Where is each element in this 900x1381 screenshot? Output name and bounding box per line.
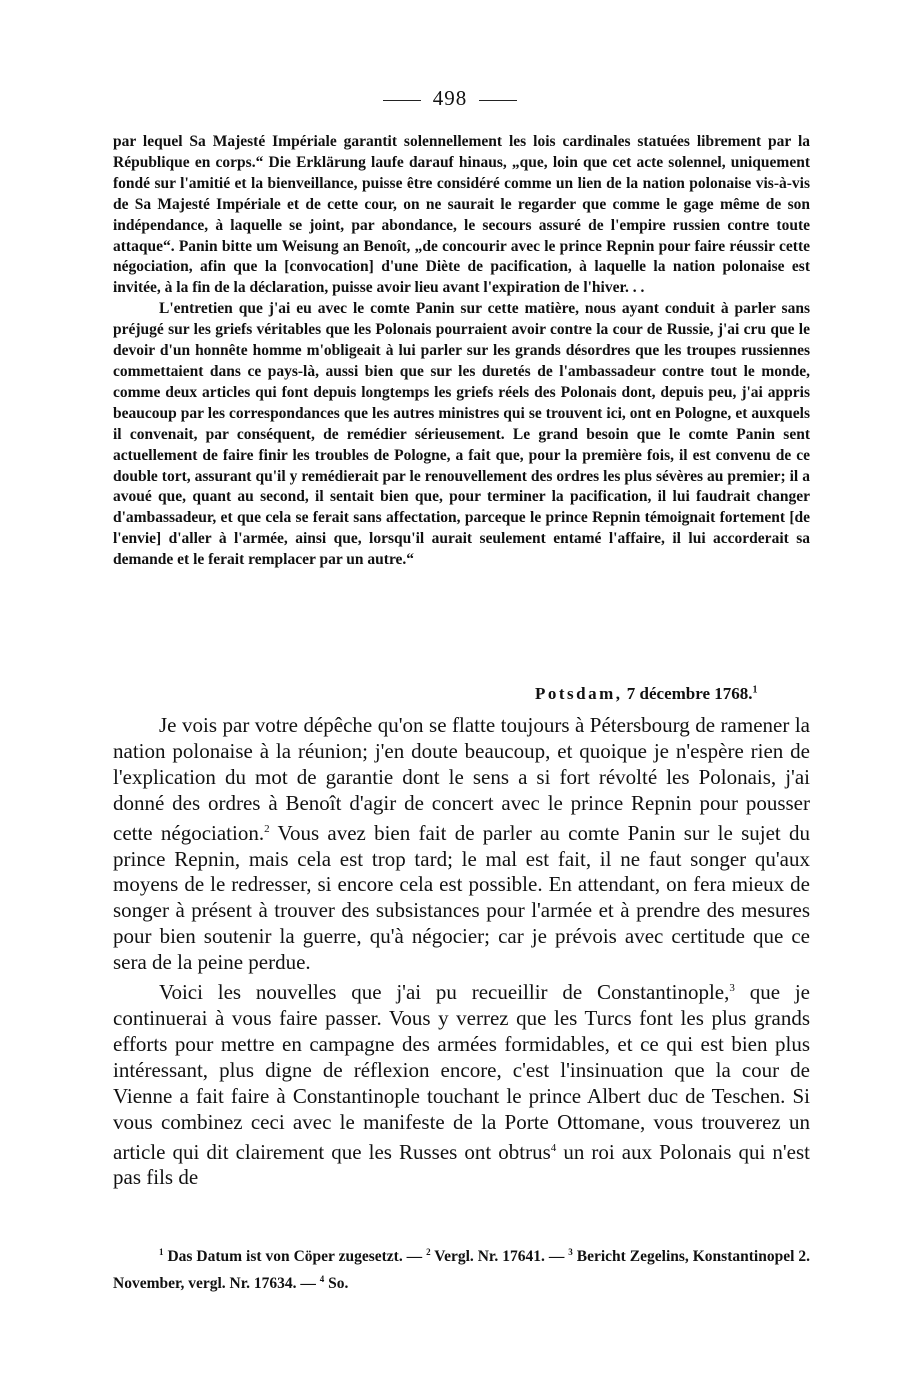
footnote-1: Das Datum ist von Cöper zugesetzt. — bbox=[163, 1248, 427, 1266]
footnote-2: Vergl. Nr. 17641. — bbox=[430, 1248, 569, 1266]
footnote-ref-3: 3 bbox=[729, 982, 735, 995]
quoted-report-paragraph-1: par lequel Sa Majesté Impériale garantit solennellement les lois cardinales statuées librement par la République en corps.“ Die Erklärung laufe darauf hinaus, „que, loin que cet acte solennel, uniquement fondé sur l'amitié et la bienveillance, puisse être considéré comme un lien de la nation polonaise vis-à-vis de Sa Majesté Impériale et de cette cour, on ne saurait le regarder que comme le gage même de son indépendance, à laquelle se joint, par abondance, le secours assuré de l'empire russien contre toute attaque“. Panin bitte um Weisung an Benoît, „de concourir avec le prince Repnin pour faire réussir cette négociation, afin que la [convocation] d'une Diète de pacification, à laquelle la nation polonaise est invitée, à la fin de la déclaration, puisse avoir lieu avant l'expiration de l'hiver. . . bbox=[113, 133, 810, 297]
footnote-ref-4: 4 bbox=[550, 1141, 557, 1154]
letter-paragraph-2-text-b: que je continuerai à vous faire passer. Vous y verrez que les Turcs font les plus grands efforts pour mettre en campagne des armées formidables, et ce qui est bien plus intéressant, plus digne de réflexion encore, c'est l'insinuation que la cour de Vienne a fait faire à Constantinople touchant le prince Albert duc de Teschen. Si vous combinez ceci avec le manifeste de la Porte Ottomane, vous trouverez un article qui dit clairement que les Russes ont obtrus bbox=[113, 980, 810, 1164]
footnotes bbox=[113, 1241, 810, 1295]
letter-dateline bbox=[535, 684, 758, 704]
footnote-3: Bericht Zegelins, Konstantinopel 2. November, vergl. Nr. 17634. — bbox=[113, 1248, 810, 1293]
footnote-3-mark: 3 bbox=[568, 1247, 573, 1257]
page-header bbox=[0, 86, 900, 111]
footnote-ref-1: 1 bbox=[752, 684, 758, 696]
letter-paragraph-1-text-b: Vous avez bien fait de parler au comte Panin sur le sujet du prince Repnin, mais cela est trop tard; le mal est fait, il ne faut songer qu'aux moyens de le redresser, si encore cela est possible. En attendant, on fera mieux de songer à présent à trouver des subsistances pour l'armée et à prendre des mesures pour bien soutenir la guerre, qu'à négocier; car je prévois avec certitude que ce sera de la peine perdue. bbox=[113, 820, 810, 975]
letter-paragraph-2-text-c: un roi aux Polonais qui n'est pas fils de bbox=[113, 1139, 810, 1190]
footnote-4: So. bbox=[324, 1275, 349, 1293]
letter-paragraph-1 bbox=[113, 713, 810, 976]
letter-paragraph-2-text-a: Voici les nouvelles que j'ai pu recueillir de Constantinople, bbox=[159, 980, 730, 1005]
header-rule-left bbox=[383, 100, 421, 101]
header-rule-right bbox=[479, 100, 517, 101]
letter-paragraph-1-text-a: Je vois par votre dépêche qu'on se flatte toujours à Pétersbourg de ramener la nation polonaise à la réunion; j'en doute beaucoup, et quoique je n'espère rien de l'explication du mot de garantie dont le sens a si fort révolté les Polonais, j'ai donné des ordres à Benoît d'agir de concert avec le prince Repnin pour pousser cette négociation. bbox=[113, 713, 810, 845]
footnote-ref-2: 2 bbox=[264, 822, 270, 835]
letter-body bbox=[113, 713, 810, 1191]
letter-paragraph-2 bbox=[113, 976, 810, 1191]
footnote-4-mark: 4 bbox=[319, 1274, 325, 1285]
quoted-report-paragraph-2: L'entretien que j'ai eu avec le comte Panin sur cette matière, nous ayant conduit à parler sans préjugé sur les griefs véritables que les Polonais pourraient avoir contre la cour de Russie, j'ai cru que le devoir d'un honnête homme m'obligeait à lui parler sur les grands désordres que les troupes russiennes commettaient dans ce pays-là, aussi bien que sur les duretés de l'ambassadeur contre tout le monde, comme deux articles qui font depuis longtemps les griefs réels des Polonais dont, depuis peu, j'ai appris beaucoup par les correspondances que les autres ministres qui se trouvent ici, ont en Pologne, et auxquels il convenait, par conséquent, de remédier sérieusement. Le grand besoin que le comte Panin sent actuellement de faire finir les troubles de Pologne, a fait que, pour la première fois, il est convenu de ce double tort, assurant qu'il y remédierait par le renouvellement des ordres les plus sévères au premier; il a avoué que, quant au second, il sentait bien que, pour terminer la pacification, il lui faudrait changer d'ambassadeur, et que cela se ferait sans affectation, parceque le prince Repnin témoignait fortement [de l'envie] d'aller à l'armée, ainsi que, lorsqu'il aurait seulement entamé l'affaire, il lui accorderait sa demande et le ferait remplacer par un autre.“ bbox=[113, 300, 810, 569]
dateline-date: 7 décembre 1768. bbox=[626, 684, 753, 703]
dateline-place: Potsdam, bbox=[535, 684, 623, 703]
footnote-2-mark: 2 bbox=[426, 1247, 431, 1257]
quoted-report bbox=[113, 132, 810, 571]
footnote-1-mark: 1 bbox=[159, 1247, 164, 1257]
page-number: 498 bbox=[432, 86, 468, 110]
